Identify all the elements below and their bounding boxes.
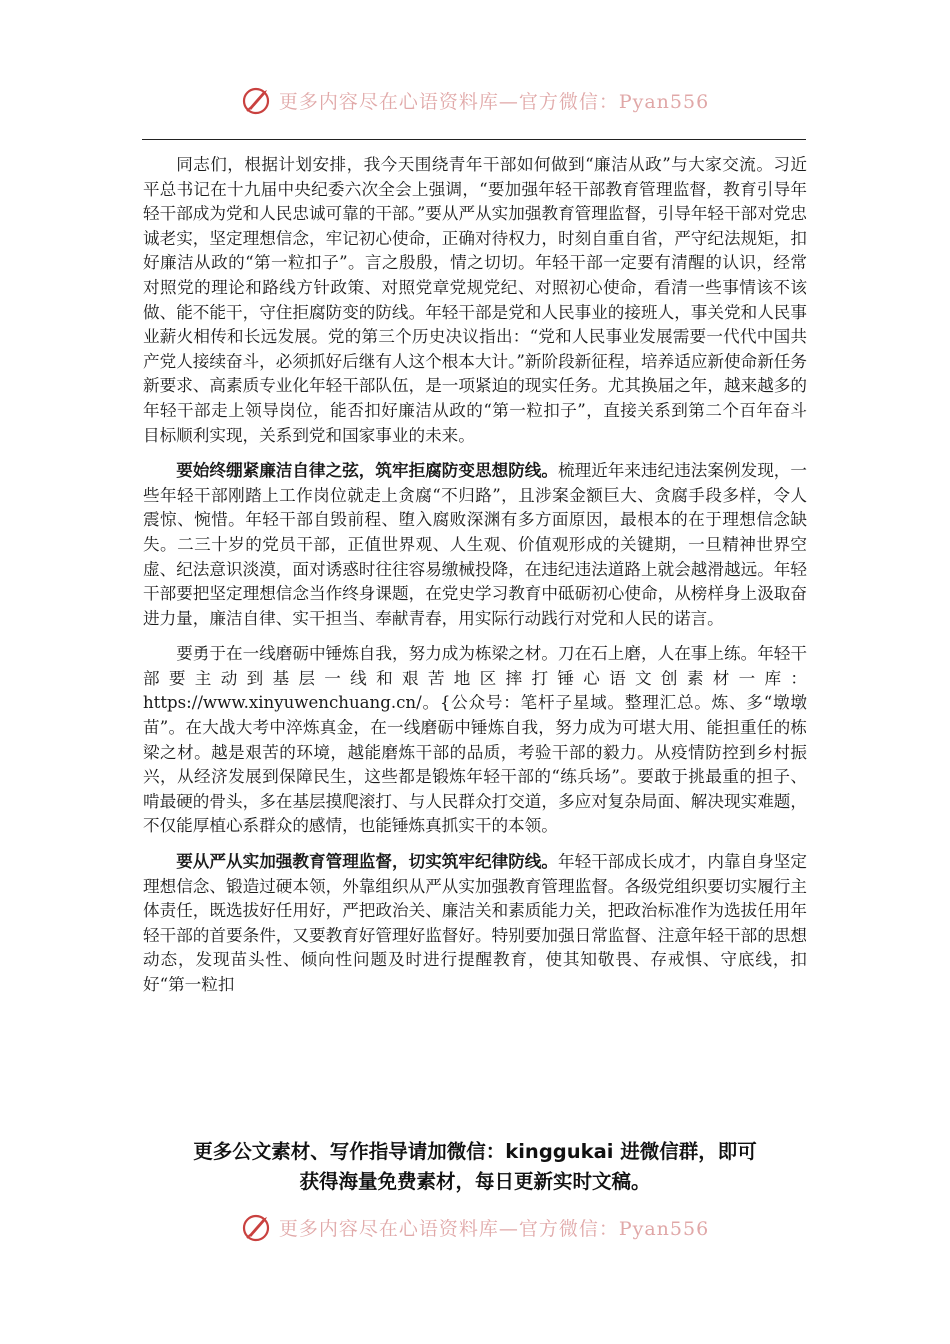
header-divider	[142, 139, 806, 140]
pen-logo-icon	[241, 1211, 273, 1243]
paragraph-2-lead: 要始终绷紧廉洁自律之弦，筑牢拒腐防变思想防线。	[176, 460, 558, 481]
paragraph-4-lead: 要从严从实加强教育管理监督，切实筑牢纪律防线。	[176, 851, 558, 872]
pen-logo-icon	[241, 84, 273, 116]
paragraph-3	[143, 641, 807, 839]
paragraph-1	[143, 152, 807, 448]
promo-line-1: 更多公文素材、写作指导请加微信：kinggukai 进微信群，即可	[193, 1140, 757, 1163]
header-banner-text: 更多内容尽在心语资料库—官方微信：Pyan556	[278, 90, 710, 113]
promo-notice	[143, 1137, 807, 1197]
footer-banner	[0, 1211, 950, 1243]
paragraph-1-text: 同志们，根据计划安排，我今天围绕青年干部如何做到“廉洁从政”与大家交流。习近平总书记在十九届中央纪委六次全会上强调，“要加强年轻干部教育管理监督，教育引导年轻干部成为党和人民忠诚可靠的干部。”要从严从实加强教育管理监督，引导年轻干部对党忠诚老实，坚定理想信念，牢记初心使命，正确对待权力，时刻自重自省，严守纪法规矩，扣好廉洁从政的“第一粒扣子”。言之殷殷，情之切切。年轻干部一定要有清醒的认识，经常对照党的理论和路线方针政策、对照党章党规党纪、对照初心使命，看清一些事情该不该做、能不能干，守住拒腐防变的防线。年轻干部是党和人民事业的接班人，事关党和人民事业薪火相传和长远发展。党的第三个历史决议指出：“党和人民事业发展需要一代代中国共产党人接续奋斗，必须抓好后继有人这个根本大计。”新阶段新征程，培养适应新使命新任务新要求、高素质专业化年轻干部队伍，是一项紧迫的现实任务。尤其换届之年，越来越多的年轻干部走上领导岗位，能否扣好廉洁从政的“第一粒扣子”，直接关系到第二个百年奋斗目标顺利实现，关系到党和国家事业的未来。	[143, 155, 807, 445]
paragraph-2	[143, 458, 807, 631]
footer-banner-text: 更多内容尽在心语资料库—官方微信：Pyan556	[278, 1217, 710, 1240]
paragraph-2-text: 梳理近年来违纪违法案例发现，一些年轻干部刚踏上工作岗位就走上贪腐“不归路”，且涉案金额巨大、贪腐手段多样，令人震惊、惋惜。年轻干部自毁前程、堕入腐败深渊有多方面原因，最根本的在于理想信念缺失。二三十岁的党员干部，正值世界观、人生观、价值观形成的关键期，一旦精神世界空虚、纪法意识淡漠，面对诱惑时往往容易缴械投降，在违纪违法道路上就会越滑越远。年轻干部要把坚定理想信念当作终身课题，在党史学习教育中砥砺初心使命，从榜样身上汲取奋进力量，廉洁自律、实干担当、奉献青春，用实际行动践行对党和人民的诺言。	[143, 461, 808, 628]
header-banner	[0, 84, 950, 116]
promo-line-2: 获得海量免费素材，每日更新实时文稿。	[299, 1170, 651, 1193]
paragraph-4-text: 年轻干部成长成才，内靠自身坚定理想信念、锻造过硬本领，外靠组织从严从实加强教育管理监督。各级党组织要切实履行主体责任，既选拔好任用好，严把政治关、廉洁关和素质能力关，把政治标准作为选拔任用年轻干部的首要条件，又要教育好管理好监督好。特别要加强日常监督、注意年轻干部的思想动态，发现苗头性、倾向性问题及时进行提醒教育，使其知敬畏、存戒惧、守底线，扣好“第一粒扣	[143, 852, 808, 994]
paragraph-3-text: 要勇于在一线磨砺中锤炼自我，努力成为栋梁之材。刀在石上磨，人在事上练。年轻干部要主动到基层一线和艰苦地区摔打锤心语文创素材一库：https://www.xinyuwenchuang.cn/。{公众号：笔杆子星域。整理汇总。炼、多“墩墩苗”。在大战大考中淬炼真金，在一线磨砺中锤炼自我，努力成为可堪大用、能担重任的栋梁之材。越是艰苦的环境，越能磨炼干部的品质，考验干部的毅力。从疫情防控到乡村振兴，从经济发展到保障民生，这些都是锻炼年轻干部的“练兵场”。要敢于挑最重的担子、啃最硬的骨头，多在基层摸爬滚打、与人民群众打交道，多应对复杂局面、解决现实难题，不仅能厚植心系群众的感情，也能锤炼真抓实干的本领。	[143, 644, 807, 836]
document-body	[143, 152, 807, 1008]
paragraph-4	[143, 849, 807, 998]
